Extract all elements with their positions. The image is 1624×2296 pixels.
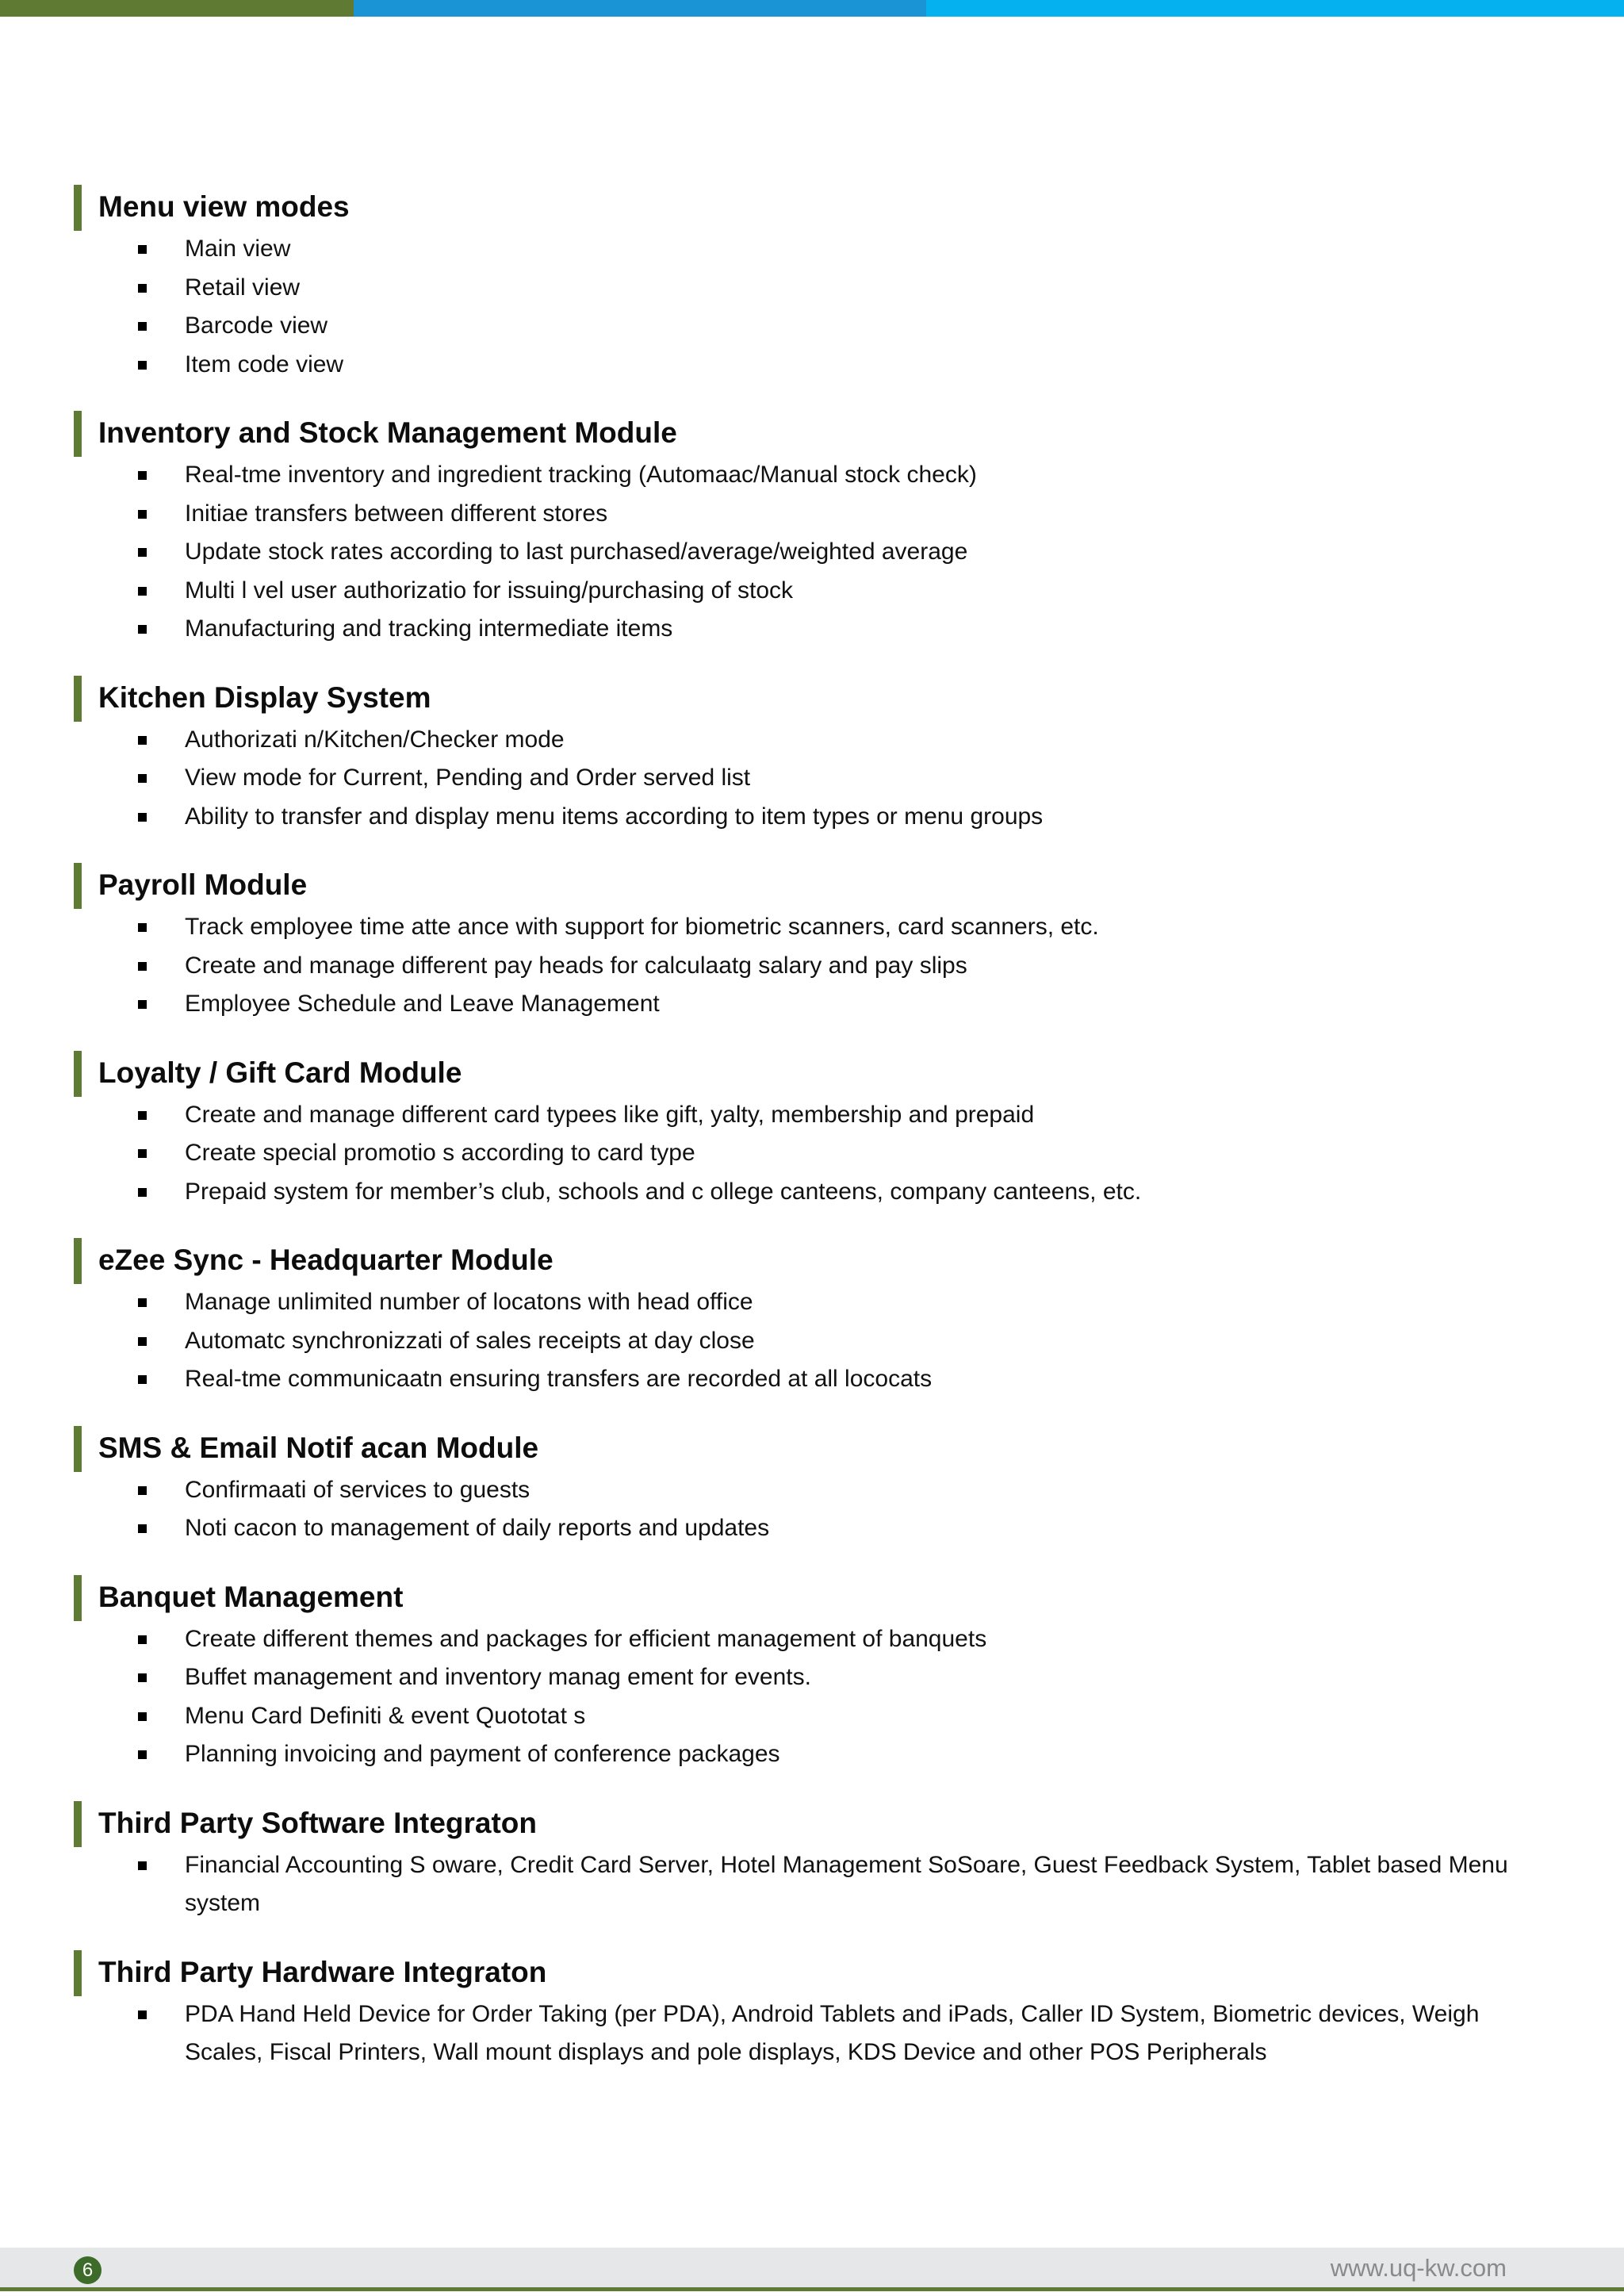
list-item-text: Item code view (185, 351, 344, 378)
section-title: eZee Sync - Headquarter Module (74, 1237, 1549, 1283)
square-bullet-icon (138, 2010, 147, 2019)
section-banquet (74, 1574, 1549, 1774)
square-bullet-icon (138, 1149, 147, 1158)
square-bullet-icon (138, 548, 147, 557)
list-item (74, 456, 1549, 495)
square-bullet-icon (138, 774, 147, 783)
list-item-text: PDA Hand Held Device for Order Taking (per PDA), Android Tablets and iPads, Caller ID System, Biometric devices, Weigh Scales, Fiscal Printers, Wall mount displays and pole displays, KDS Device and other POS Peripherals (185, 2000, 1480, 2065)
square-bullet-icon (138, 1337, 147, 1346)
section-title: Third Party Software Integraton (74, 1800, 1549, 1846)
list-item (74, 1735, 1549, 1774)
feature-list (74, 184, 1549, 2099)
item-list (74, 721, 1549, 837)
square-bullet-icon (138, 1635, 147, 1644)
list-item (74, 495, 1549, 534)
square-bullet-icon (138, 923, 147, 932)
square-bullet-icon (138, 1486, 147, 1495)
section-title: Third Party Hardware Integraton (74, 1949, 1549, 1995)
section-third-party-software (74, 1800, 1549, 1923)
square-bullet-icon (138, 962, 147, 971)
list-item-text: Create special promotio s according to card type (185, 1140, 695, 1166)
list-item-text: Manufacturing and tracking intermediate items (185, 615, 673, 642)
section-menu-view-modes (74, 184, 1549, 384)
list-item (74, 1620, 1549, 1659)
list-item-text: Planning invoicing and payment of conference packages (185, 1741, 780, 1767)
list-item (74, 947, 1549, 986)
square-bullet-icon (138, 510, 147, 519)
section-ezee-sync (74, 1237, 1549, 1399)
list-item (74, 610, 1549, 649)
item-list (74, 1995, 1549, 2072)
square-bullet-icon (138, 322, 147, 331)
footer-website-url[interactable]: www.uq-kw.com (1330, 2254, 1507, 2282)
list-item-text: Retail view (185, 274, 301, 301)
square-bullet-icon (138, 1524, 147, 1533)
footer-accent-line (0, 2287, 1624, 2291)
square-bullet-icon (138, 471, 147, 480)
section-title: Menu view modes (74, 184, 1549, 230)
page-number-badge: 6 (74, 2256, 102, 2284)
list-item (74, 1096, 1549, 1135)
list-item-text: Main view (185, 236, 291, 262)
square-bullet-icon (138, 1000, 147, 1009)
header-bar-blue (354, 0, 926, 17)
item-list (74, 230, 1549, 384)
list-item-text: Initiae transfers between different stores (185, 500, 608, 527)
section-kitchen-display (74, 675, 1549, 837)
item-list (74, 908, 1549, 1024)
list-item-text: Multi l vel user authorizatio for issuing/purchasing of stock (185, 577, 794, 604)
list-item (74, 307, 1549, 346)
list-item-text: Noti cacon to management of daily reports and updates (185, 1515, 770, 1541)
list-item (74, 1173, 1549, 1212)
list-item-text: Barcode view (185, 312, 328, 339)
list-item-text: Create and manage different pay heads for calculaatg salary and pay slips (185, 952, 967, 979)
list-item-text: Track employee time atte ance with support for biometric scanners, card scanners, etc. (185, 914, 1099, 940)
list-item (74, 269, 1549, 308)
list-item (74, 230, 1549, 269)
item-list (74, 1096, 1549, 1212)
item-list (74, 1471, 1549, 1548)
list-item-text: Real-tme inventory and ingredient tracking (Automaac/Manual stock check) (185, 462, 977, 488)
list-item (74, 1283, 1549, 1322)
section-title: Kitchen Display System (74, 675, 1549, 721)
list-item-text: Create and manage different card typees like gift, yalty, membership and prepaid (185, 1101, 1035, 1128)
list-item (74, 1134, 1549, 1173)
section-inventory (74, 410, 1549, 649)
square-bullet-icon (138, 284, 147, 293)
section-payroll (74, 862, 1549, 1024)
list-item (74, 1846, 1549, 1923)
square-bullet-icon (138, 1750, 147, 1759)
section-title: Inventory and Stock Management Module (74, 410, 1549, 456)
list-item-text: View mode for Current, Pending and Order served list (185, 765, 751, 791)
list-item (74, 346, 1549, 385)
square-bullet-icon (138, 1375, 147, 1384)
list-item (74, 1509, 1549, 1548)
square-bullet-icon (138, 625, 147, 634)
list-item-text: Create different themes and packages for efficient management of banquets (185, 1625, 987, 1652)
list-item (74, 985, 1549, 1024)
list-item-text: Buffet management and inventory manag ement for events. (185, 1664, 811, 1690)
section-title: SMS & Email Notif acan Module (74, 1425, 1549, 1471)
list-item (74, 1360, 1549, 1399)
list-item-text: Ability to transfer and display menu items according to item types or menu groups (185, 803, 1044, 830)
list-item-text: Real-tme communicaatn ensuring transfers are recorded at all lococats (185, 1366, 933, 1392)
list-item (74, 1322, 1549, 1361)
section-title: Payroll Module (74, 862, 1549, 908)
section-title: Banquet Management (74, 1574, 1549, 1620)
square-bullet-icon (138, 736, 147, 745)
square-bullet-icon (138, 1111, 147, 1120)
item-list (74, 1846, 1549, 1923)
list-item-text: Prepaid system for member’s club, schools and c ollege canteens, company canteens, etc. (185, 1178, 1142, 1205)
square-bullet-icon (138, 1188, 147, 1197)
section-sms-email (74, 1425, 1549, 1548)
list-item-text: Financial Accounting S oware, Credit Card Server, Hotel Management SoSoare, Guest Feedback System, Tablet based Menu system (185, 1851, 1508, 1916)
square-bullet-icon (138, 361, 147, 370)
list-item (74, 1995, 1549, 2072)
list-item (74, 533, 1549, 572)
item-list (74, 456, 1549, 649)
list-item (74, 908, 1549, 947)
header-bar-green (0, 0, 354, 17)
list-item (74, 572, 1549, 611)
square-bullet-icon (138, 1861, 147, 1870)
list-item (74, 1658, 1549, 1697)
list-item (74, 798, 1549, 837)
list-item-text: Employee Schedule and Leave Management (185, 991, 660, 1017)
list-item (74, 721, 1549, 760)
square-bullet-icon (138, 1673, 147, 1682)
list-item-text: Automatc synchronizzati of sales receipts at day close (185, 1327, 755, 1354)
square-bullet-icon (138, 813, 147, 822)
item-list (74, 1620, 1549, 1774)
square-bullet-icon (138, 587, 147, 596)
list-item (74, 1697, 1549, 1736)
list-item-text: Manage unlimited number of locatons with head office (185, 1289, 753, 1315)
list-item-text: Update stock rates according to last purchased/average/weighted average (185, 539, 968, 565)
list-item-text: Menu Card Definiti & event Quototat s (185, 1702, 586, 1729)
square-bullet-icon (138, 1712, 147, 1721)
section-title: Loyalty / Gift Card Module (74, 1050, 1549, 1096)
list-item-text: Confirmaati of services to guests (185, 1476, 530, 1503)
list-item (74, 759, 1549, 798)
header-color-bar (0, 0, 1624, 17)
section-loyalty (74, 1050, 1549, 1212)
section-third-party-hardware (74, 1949, 1549, 2072)
item-list (74, 1283, 1549, 1399)
square-bullet-icon (138, 245, 147, 254)
square-bullet-icon (138, 1298, 147, 1307)
header-bar-cyan (926, 0, 1624, 17)
list-item-text: Authorizati n/Kitchen/Checker mode (185, 726, 565, 753)
list-item (74, 1471, 1549, 1510)
